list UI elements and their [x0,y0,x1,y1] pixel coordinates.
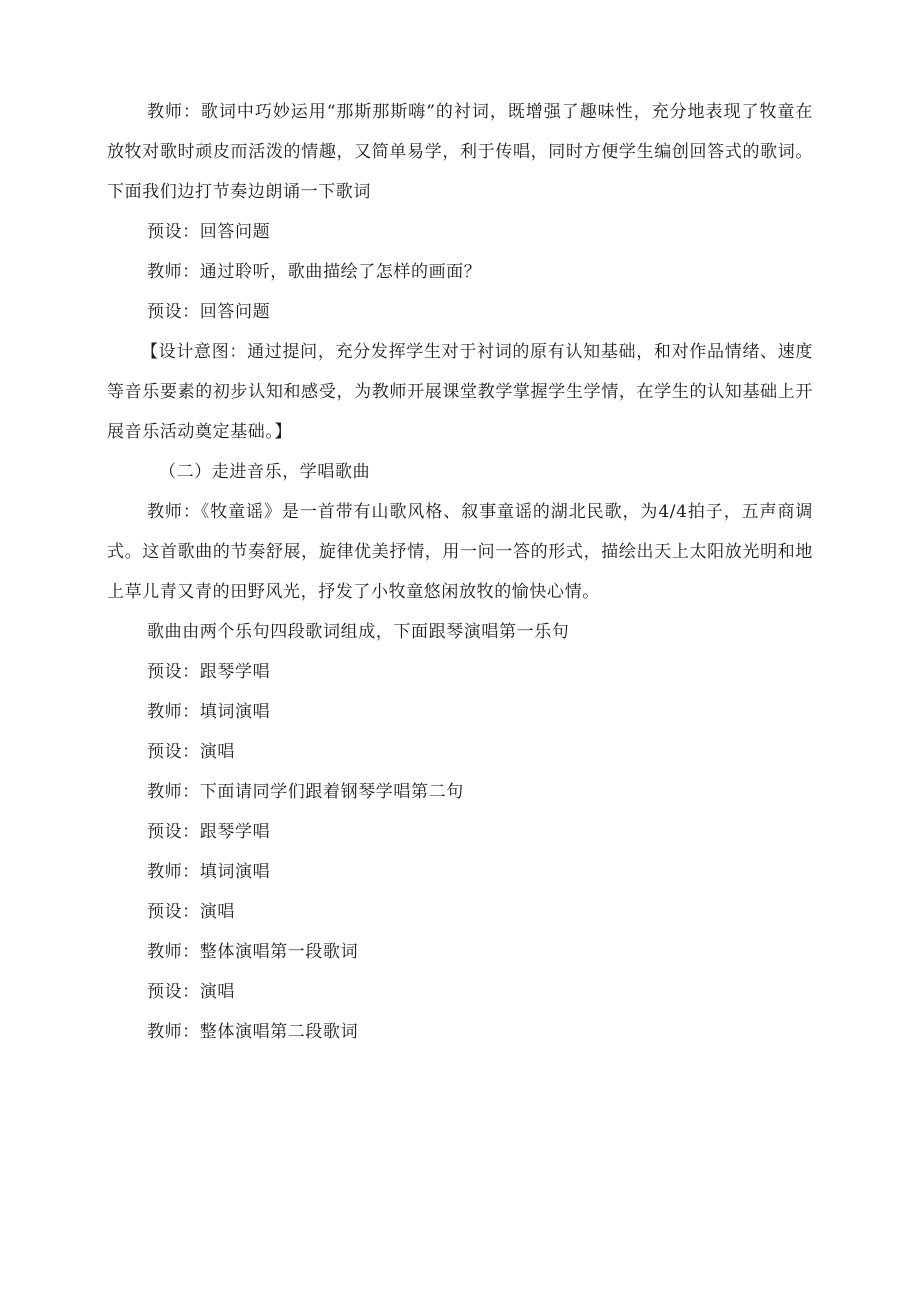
paragraph-teacher-4: 教师：整体演唱第一段歌词 [147,942,359,962]
paragraph-teacher-2: 教师：下面请同学们跟着钢琴学唱第二句 [147,782,464,802]
paragraph-design-intent: 【设计意图：通过提问，充分发挥学生对于衬词的原有认知基础，和对作品情绪、速度等音乐要素的初步认知和感受，为教师开展课堂教学掌握学生学情，在学生的认知基础上开展音乐活动奠定基础。】 [107,342,813,442]
paragraph-preset-5: 预设：演唱 [147,982,235,1002]
paragraph-song-structure: 歌曲由两个乐句四段歌词组成，下面跟琴演唱第一乐句 [147,622,570,642]
paragraph-teacher-5: 教师：整体演唱第二段歌词 [147,1022,359,1042]
paragraph-preset-answer-2: 预设：回答问题 [147,302,271,322]
paragraph-teacher-3: 教师：填词演唱 [147,862,271,882]
paragraph-preset-1: 预设：跟琴学唱 [147,662,271,682]
paragraph-preset-3: 预设：跟琴学唱 [147,822,271,842]
document-page [107,92,813,1052]
paragraph-preset-4: 预设：演唱 [147,902,235,922]
paragraph-preset-2: 预设：演唱 [147,742,235,762]
paragraph-teacher-1: 教师：填词演唱 [147,702,271,722]
paragraph-teacher-question: 教师：通过聆听，歌曲描绘了怎样的画面？ [147,262,482,282]
section-heading: （二）走进音乐，学唱歌曲 [159,462,371,482]
paragraph-teacher-lyrics: 教师：歌词中巧妙运用“那斯那斯嗨”的衬词，既增强了趣味性，充分地表现了牧童在放牧对歌时顽皮而活泼的情趣，又简单易学，利于传唱，同时方便学生编创回答式的歌词。下面我们边打节奏边朗诵一下歌词 [107,102,813,202]
paragraph-song-intro: 教师：《牧童谣》是一首带有山歌风格、叙事童谣的湖北民歌，为4/4拍子，五声商调式。这首歌曲的节奏舒展，旋律优美抒情，用一问一答的形式，描绘出天上太阳放光明和地上草儿青又青的田野风光，抒发了小牧童悠闲放牧的愉快心情。 [107,502,813,602]
paragraph-preset-answer-1: 预设：回答问题 [147,222,271,242]
